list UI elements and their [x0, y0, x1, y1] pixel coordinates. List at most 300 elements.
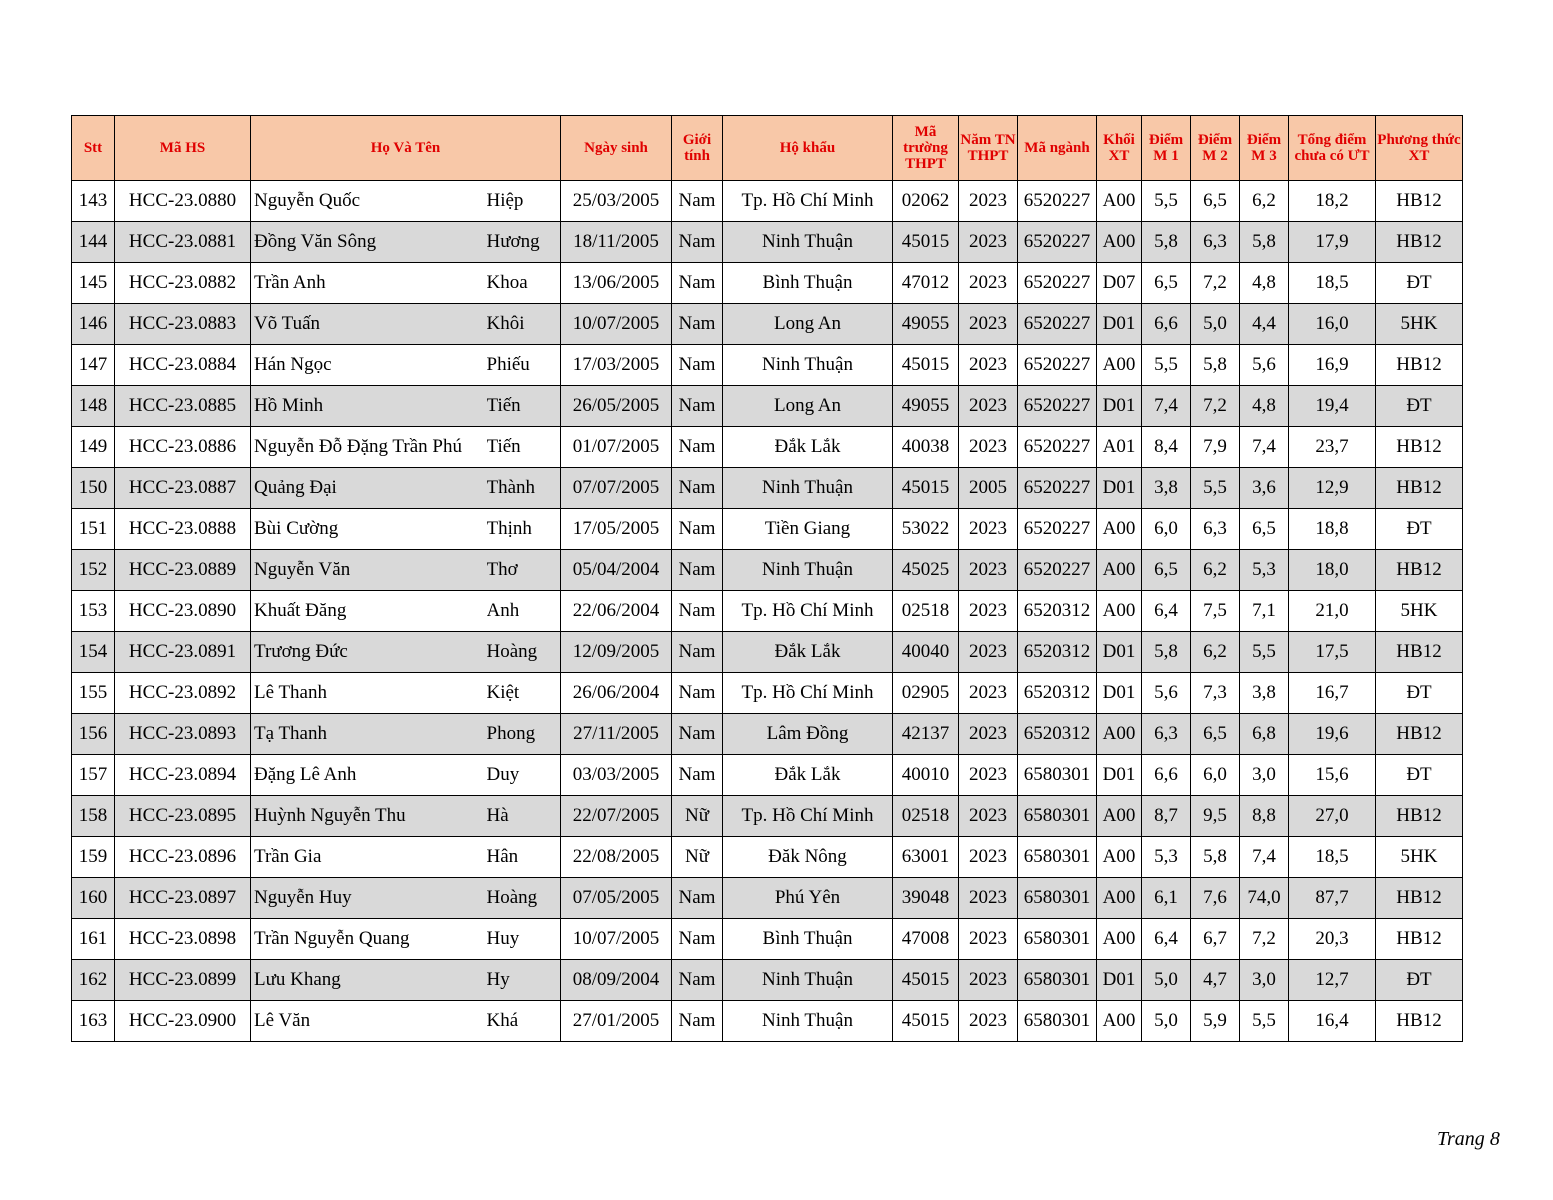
cell-tong-diem: 19,6: [1289, 714, 1376, 755]
cell-diem-m2: 6,5: [1191, 181, 1240, 222]
cell-ten: Khoa: [487, 263, 561, 304]
cell-diem-m1: 8,7: [1142, 796, 1191, 837]
cell-nam-tn: 2023: [959, 222, 1018, 263]
header-ma-truong: Mã trường THPT: [893, 116, 959, 181]
cell-ma-hs: HCC-23.0883: [115, 304, 251, 345]
cell-tong-diem: 17,5: [1289, 632, 1376, 673]
cell-diem-m2: 6,2: [1191, 550, 1240, 591]
cell-ma-truong: 02518: [893, 796, 959, 837]
cell-stt: 150: [72, 468, 115, 509]
cell-ten: Hân: [487, 837, 561, 878]
cell-ho-dem: Hán Ngọc: [251, 345, 487, 386]
cell-ma-hs: HCC-23.0882: [115, 263, 251, 304]
cell-khoi: A00: [1097, 1001, 1142, 1042]
cell-gioi-tinh: Nữ: [672, 837, 723, 878]
table-row: [72, 673, 1463, 714]
cell-diem-m3: 5,8: [1240, 222, 1289, 263]
cell-diem-m2: 6,3: [1191, 509, 1240, 550]
cell-ho-dem: Nguyễn Huy: [251, 878, 487, 919]
page-footer: [1437, 1128, 1500, 1151]
cell-tong-diem: 18,2: [1289, 181, 1376, 222]
cell-diem-m3: 3,6: [1240, 468, 1289, 509]
header-diem-m1: Điểm M 1: [1142, 116, 1191, 181]
cell-phuong-thuc: HB12: [1376, 632, 1463, 673]
cell-ma-hs: HCC-23.0900: [115, 1001, 251, 1042]
cell-ten: Tiến: [487, 427, 561, 468]
cell-tong-diem: 18,0: [1289, 550, 1376, 591]
cell-diem-m3: 3,0: [1240, 960, 1289, 1001]
cell-ngay-sinh: 18/11/2005: [561, 222, 672, 263]
cell-ma-truong: 45015: [893, 468, 959, 509]
cell-diem-m3: 7,4: [1240, 837, 1289, 878]
cell-khoi: D01: [1097, 468, 1142, 509]
header-ma-hs: Mã HS: [115, 116, 251, 181]
cell-ma-nganh: 6520227: [1018, 509, 1097, 550]
cell-nam-tn: 2023: [959, 550, 1018, 591]
cell-diem-m1: 6,5: [1142, 263, 1191, 304]
cell-nam-tn: 2023: [959, 427, 1018, 468]
cell-ma-hs: HCC-23.0887: [115, 468, 251, 509]
cell-stt: 154: [72, 632, 115, 673]
cell-phuong-thuc: HB12: [1376, 878, 1463, 919]
cell-gioi-tinh: Nam: [672, 591, 723, 632]
cell-nam-tn: 2023: [959, 509, 1018, 550]
cell-phuong-thuc: ĐT: [1376, 673, 1463, 714]
cell-phuong-thuc: ĐT: [1376, 509, 1463, 550]
cell-tong-diem: 12,7: [1289, 960, 1376, 1001]
cell-ho-dem: Hồ Minh: [251, 386, 487, 427]
cell-phuong-thuc: HB12: [1376, 222, 1463, 263]
cell-ma-nganh: 6520227: [1018, 427, 1097, 468]
cell-diem-m3: 5,5: [1240, 632, 1289, 673]
cell-diem-m2: 4,7: [1191, 960, 1240, 1001]
cell-ho-khau: Đăk Nông: [723, 837, 893, 878]
header-gioi-tinh: Giới tính: [672, 116, 723, 181]
cell-phuong-thuc: 5HK: [1376, 304, 1463, 345]
cell-phuong-thuc: ĐT: [1376, 386, 1463, 427]
cell-gioi-tinh: Nam: [672, 181, 723, 222]
cell-diem-m1: 5,0: [1142, 1001, 1191, 1042]
cell-ho-khau: Ninh Thuận: [723, 468, 893, 509]
cell-ngay-sinh: 22/07/2005: [561, 796, 672, 837]
cell-ho-khau: Tp. Hồ Chí Minh: [723, 796, 893, 837]
cell-diem-m3: 4,8: [1240, 263, 1289, 304]
cell-ma-hs: HCC-23.0881: [115, 222, 251, 263]
cell-ma-hs: HCC-23.0896: [115, 837, 251, 878]
cell-khoi: D01: [1097, 632, 1142, 673]
cell-khoi: A00: [1097, 509, 1142, 550]
cell-gioi-tinh: Nam: [672, 1001, 723, 1042]
cell-phuong-thuc: HB12: [1376, 796, 1463, 837]
cell-ngay-sinh: 07/07/2005: [561, 468, 672, 509]
cell-diem-m1: 5,8: [1142, 222, 1191, 263]
cell-diem-m2: 7,5: [1191, 591, 1240, 632]
cell-khoi: A00: [1097, 222, 1142, 263]
cell-phuong-thuc: HB12: [1376, 1001, 1463, 1042]
cell-stt: 152: [72, 550, 115, 591]
cell-ma-nganh: 6520227: [1018, 181, 1097, 222]
cell-gioi-tinh: Nam: [672, 304, 723, 345]
cell-diem-m1: 6,3: [1142, 714, 1191, 755]
cell-khoi: A00: [1097, 550, 1142, 591]
cell-ngay-sinh: 17/03/2005: [561, 345, 672, 386]
cell-phuong-thuc: ĐT: [1376, 755, 1463, 796]
cell-ho-dem: Trương Đức: [251, 632, 487, 673]
cell-ho-dem: Lê Văn: [251, 1001, 487, 1042]
cell-ngay-sinh: 01/07/2005: [561, 427, 672, 468]
cell-stt: 161: [72, 919, 115, 960]
cell-ma-truong: 40038: [893, 427, 959, 468]
cell-ma-nganh: 6520312: [1018, 632, 1097, 673]
cell-ngay-sinh: 13/06/2005: [561, 263, 672, 304]
cell-ma-truong: 42137: [893, 714, 959, 755]
cell-tong-diem: 20,3: [1289, 919, 1376, 960]
header-phuong-thuc: Phương thức XT: [1376, 116, 1463, 181]
cell-ho-dem: Nguyễn Quốc: [251, 181, 487, 222]
cell-diem-m2: 6,2: [1191, 632, 1240, 673]
cell-ngay-sinh: 03/03/2005: [561, 755, 672, 796]
cell-stt: 147: [72, 345, 115, 386]
cell-ma-hs: HCC-23.0891: [115, 632, 251, 673]
cell-diem-m2: 7,6: [1191, 878, 1240, 919]
cell-phuong-thuc: HB12: [1376, 181, 1463, 222]
cell-phuong-thuc: HB12: [1376, 550, 1463, 591]
cell-ten: Huy: [487, 919, 561, 960]
cell-nam-tn: 2005: [959, 468, 1018, 509]
cell-gioi-tinh: Nam: [672, 673, 723, 714]
table-row: [72, 591, 1463, 632]
cell-diem-m3: 8,8: [1240, 796, 1289, 837]
cell-diem-m1: 6,6: [1142, 304, 1191, 345]
cell-phuong-thuc: HB12: [1376, 345, 1463, 386]
cell-ten: Khôi: [487, 304, 561, 345]
header-ngay-sinh: Ngày sinh: [561, 116, 672, 181]
cell-stt: 156: [72, 714, 115, 755]
cell-ma-nganh: 6580301: [1018, 755, 1097, 796]
cell-ma-hs: HCC-23.0894: [115, 755, 251, 796]
cell-gioi-tinh: Nam: [672, 386, 723, 427]
cell-ma-truong: 02062: [893, 181, 959, 222]
cell-ngay-sinh: 17/05/2005: [561, 509, 672, 550]
table-row: [72, 386, 1463, 427]
cell-ho-khau: Bình Thuận: [723, 919, 893, 960]
cell-ma-hs: HCC-23.0889: [115, 550, 251, 591]
cell-ho-dem: Trần Anh: [251, 263, 487, 304]
cell-ho-dem: Khuất Đăng: [251, 591, 487, 632]
header-ho-ten: Họ Và Tên: [251, 116, 561, 181]
cell-gioi-tinh: Nam: [672, 632, 723, 673]
cell-ho-dem: Đồng Văn Sông: [251, 222, 487, 263]
cell-khoi: A00: [1097, 837, 1142, 878]
cell-ho-khau: Lâm Đồng: [723, 714, 893, 755]
cell-ma-hs: HCC-23.0886: [115, 427, 251, 468]
cell-stt: 158: [72, 796, 115, 837]
cell-ho-khau: Tp. Hồ Chí Minh: [723, 673, 893, 714]
cell-tong-diem: 21,0: [1289, 591, 1376, 632]
cell-stt: 146: [72, 304, 115, 345]
cell-khoi: D01: [1097, 673, 1142, 714]
cell-gioi-tinh: Nam: [672, 427, 723, 468]
cell-ma-hs: HCC-23.0893: [115, 714, 251, 755]
cell-ma-hs: HCC-23.0898: [115, 919, 251, 960]
table-row: [72, 919, 1463, 960]
cell-stt: 163: [72, 1001, 115, 1042]
header-diem-m3: Điểm M 3: [1240, 116, 1289, 181]
cell-ngay-sinh: 26/06/2004: [561, 673, 672, 714]
cell-ho-dem: Quảng Đại: [251, 468, 487, 509]
cell-ten: Hy: [487, 960, 561, 1001]
page-number: 8: [1489, 1128, 1500, 1150]
cell-tong-diem: 19,4: [1289, 386, 1376, 427]
table-row: [72, 509, 1463, 550]
cell-stt: 148: [72, 386, 115, 427]
cell-stt: 157: [72, 755, 115, 796]
cell-diem-m1: 3,8: [1142, 468, 1191, 509]
cell-diem-m2: 9,5: [1191, 796, 1240, 837]
cell-ten: Thành: [487, 468, 561, 509]
cell-ho-dem: Lê Thanh: [251, 673, 487, 714]
table-body: [72, 181, 1463, 1042]
cell-nam-tn: 2023: [959, 1001, 1018, 1042]
cell-diem-m1: 6,5: [1142, 550, 1191, 591]
cell-gioi-tinh: Nam: [672, 755, 723, 796]
cell-ngay-sinh: 10/07/2005: [561, 919, 672, 960]
cell-nam-tn: 2023: [959, 837, 1018, 878]
cell-ma-nganh: 6520312: [1018, 591, 1097, 632]
cell-diem-m2: 5,5: [1191, 468, 1240, 509]
header-nam-tn: Năm TN THPT: [959, 116, 1018, 181]
cell-ngay-sinh: 10/07/2005: [561, 304, 672, 345]
cell-ho-dem: Tạ Thanh: [251, 714, 487, 755]
cell-tong-diem: 16,4: [1289, 1001, 1376, 1042]
cell-ma-truong: 45015: [893, 222, 959, 263]
cell-ma-nganh: 6520312: [1018, 714, 1097, 755]
cell-ten: Tiến: [487, 386, 561, 427]
cell-gioi-tinh: Nam: [672, 263, 723, 304]
cell-ma-nganh: 6520227: [1018, 263, 1097, 304]
cell-ho-khau: Đắk Lắk: [723, 632, 893, 673]
cell-diem-m1: 7,4: [1142, 386, 1191, 427]
cell-stt: 155: [72, 673, 115, 714]
cell-phuong-thuc: HB12: [1376, 427, 1463, 468]
cell-diem-m3: 7,1: [1240, 591, 1289, 632]
cell-ngay-sinh: 07/05/2005: [561, 878, 672, 919]
cell-ma-truong: 47012: [893, 263, 959, 304]
cell-ma-nganh: 6520312: [1018, 673, 1097, 714]
cell-ma-truong: 39048: [893, 878, 959, 919]
cell-ma-hs: HCC-23.0880: [115, 181, 251, 222]
cell-ma-hs: HCC-23.0888: [115, 509, 251, 550]
table-row: [72, 632, 1463, 673]
cell-gioi-tinh: Nam: [672, 878, 723, 919]
cell-gioi-tinh: Nam: [672, 222, 723, 263]
cell-ma-hs: HCC-23.0892: [115, 673, 251, 714]
table-row: [72, 468, 1463, 509]
cell-phuong-thuc: 5HK: [1376, 591, 1463, 632]
cell-diem-m3: 4,8: [1240, 386, 1289, 427]
cell-gioi-tinh: Nam: [672, 919, 723, 960]
cell-nam-tn: 2023: [959, 755, 1018, 796]
table-row: [72, 181, 1463, 222]
cell-ma-hs: HCC-23.0890: [115, 591, 251, 632]
cell-nam-tn: 2023: [959, 386, 1018, 427]
cell-diem-m2: 6,5: [1191, 714, 1240, 755]
cell-ngay-sinh: 22/06/2004: [561, 591, 672, 632]
cell-khoi: D01: [1097, 304, 1142, 345]
cell-tong-diem: 16,9: [1289, 345, 1376, 386]
cell-khoi: A00: [1097, 919, 1142, 960]
cell-gioi-tinh: Nam: [672, 714, 723, 755]
cell-ten: Hương: [487, 222, 561, 263]
header-ho-khau: Hộ khẩu: [723, 116, 893, 181]
cell-nam-tn: 2023: [959, 878, 1018, 919]
cell-diem-m2: 5,8: [1191, 837, 1240, 878]
header-tong-diem: Tổng điểm chưa có ƯT: [1289, 116, 1376, 181]
cell-nam-tn: 2023: [959, 632, 1018, 673]
cell-diem-m2: 7,3: [1191, 673, 1240, 714]
cell-ten: Hoàng: [487, 632, 561, 673]
cell-stt: 159: [72, 837, 115, 878]
cell-stt: 162: [72, 960, 115, 1001]
cell-ho-khau: Ninh Thuận: [723, 550, 893, 591]
cell-diem-m2: 5,8: [1191, 345, 1240, 386]
cell-ngay-sinh: 27/01/2005: [561, 1001, 672, 1042]
cell-ma-nganh: 6580301: [1018, 796, 1097, 837]
cell-khoi: A00: [1097, 345, 1142, 386]
table-row: [72, 714, 1463, 755]
cell-khoi: A00: [1097, 591, 1142, 632]
cell-khoi: D01: [1097, 755, 1142, 796]
cell-stt: 145: [72, 263, 115, 304]
cell-ho-khau: Tp. Hồ Chí Minh: [723, 181, 893, 222]
cell-ten: Kiệt: [487, 673, 561, 714]
cell-tong-diem: 18,5: [1289, 837, 1376, 878]
cell-ho-dem: Võ Tuấn: [251, 304, 487, 345]
cell-nam-tn: 2023: [959, 181, 1018, 222]
cell-diem-m2: 6,3: [1191, 222, 1240, 263]
table-row: [72, 837, 1463, 878]
cell-khoi: A01: [1097, 427, 1142, 468]
cell-diem-m2: 6,7: [1191, 919, 1240, 960]
cell-ho-khau: Đắk Lắk: [723, 755, 893, 796]
cell-diem-m1: 5,3: [1142, 837, 1191, 878]
cell-ho-dem: Đặng Lê Anh: [251, 755, 487, 796]
cell-tong-diem: 23,7: [1289, 427, 1376, 468]
cell-ho-khau: Tp. Hồ Chí Minh: [723, 591, 893, 632]
cell-ho-khau: Long An: [723, 304, 893, 345]
header-diem-m2: Điểm M 2: [1191, 116, 1240, 181]
student-table-container: [71, 115, 1463, 1042]
cell-diem-m1: 6,1: [1142, 878, 1191, 919]
cell-nam-tn: 2023: [959, 714, 1018, 755]
header-ma-nganh: Mã ngành: [1018, 116, 1097, 181]
cell-diem-m3: 5,5: [1240, 1001, 1289, 1042]
cell-stt: 144: [72, 222, 115, 263]
cell-ma-nganh: 6580301: [1018, 919, 1097, 960]
cell-ho-khau: Ninh Thuận: [723, 222, 893, 263]
cell-phuong-thuc: HB12: [1376, 919, 1463, 960]
cell-ho-khau: Tiền Giang: [723, 509, 893, 550]
cell-ma-truong: 45015: [893, 1001, 959, 1042]
student-table: [71, 115, 1463, 1042]
cell-diem-m3: 6,2: [1240, 181, 1289, 222]
cell-diem-m1: 5,5: [1142, 345, 1191, 386]
cell-diem-m2: 7,2: [1191, 386, 1240, 427]
cell-ngay-sinh: 26/05/2005: [561, 386, 672, 427]
cell-ngay-sinh: 25/03/2005: [561, 181, 672, 222]
table-row: [72, 304, 1463, 345]
cell-diem-m3: 4,4: [1240, 304, 1289, 345]
cell-stt: 153: [72, 591, 115, 632]
cell-nam-tn: 2023: [959, 919, 1018, 960]
cell-ho-khau: Ninh Thuận: [723, 345, 893, 386]
cell-diem-m1: 5,8: [1142, 632, 1191, 673]
cell-diem-m3: 5,3: [1240, 550, 1289, 591]
cell-ma-truong: 45015: [893, 960, 959, 1001]
table-row: [72, 1001, 1463, 1042]
cell-ma-truong: 63001: [893, 837, 959, 878]
cell-gioi-tinh: Nam: [672, 960, 723, 1001]
cell-ma-nganh: 6520227: [1018, 222, 1097, 263]
cell-diem-m3: 3,8: [1240, 673, 1289, 714]
cell-ma-hs: HCC-23.0899: [115, 960, 251, 1001]
cell-phuong-thuc: ĐT: [1376, 263, 1463, 304]
cell-ma-nganh: 6520227: [1018, 550, 1097, 591]
cell-ho-dem: Bùi Cường: [251, 509, 487, 550]
cell-ma-nganh: 6580301: [1018, 1001, 1097, 1042]
cell-phuong-thuc: 5HK: [1376, 837, 1463, 878]
cell-ma-nganh: 6520227: [1018, 386, 1097, 427]
cell-tong-diem: 16,7: [1289, 673, 1376, 714]
cell-gioi-tinh: Nam: [672, 468, 723, 509]
cell-ngay-sinh: 05/04/2004: [561, 550, 672, 591]
cell-gioi-tinh: Nam: [672, 550, 723, 591]
header-stt: Stt: [72, 116, 115, 181]
cell-khoi: A00: [1097, 796, 1142, 837]
cell-khoi: A00: [1097, 714, 1142, 755]
cell-khoi: D01: [1097, 386, 1142, 427]
cell-diem-m1: 6,6: [1142, 755, 1191, 796]
table-row: [72, 427, 1463, 468]
cell-ho-khau: Ninh Thuận: [723, 1001, 893, 1042]
cell-ten: Phiếu: [487, 345, 561, 386]
cell-tong-diem: 18,8: [1289, 509, 1376, 550]
cell-ten: Anh: [487, 591, 561, 632]
cell-ho-dem: Lưu Khang: [251, 960, 487, 1001]
cell-nam-tn: 2023: [959, 345, 1018, 386]
table-row: [72, 345, 1463, 386]
page-label: Trang: [1437, 1128, 1485, 1150]
cell-tong-diem: 16,0: [1289, 304, 1376, 345]
cell-tong-diem: 18,5: [1289, 263, 1376, 304]
cell-khoi: D07: [1097, 263, 1142, 304]
cell-stt: 160: [72, 878, 115, 919]
cell-gioi-tinh: Nữ: [672, 796, 723, 837]
cell-nam-tn: 2023: [959, 304, 1018, 345]
cell-diem-m3: 3,0: [1240, 755, 1289, 796]
cell-ma-hs: HCC-23.0885: [115, 386, 251, 427]
cell-ho-khau: Ninh Thuận: [723, 960, 893, 1001]
cell-tong-diem: 87,7: [1289, 878, 1376, 919]
cell-khoi: D01: [1097, 960, 1142, 1001]
cell-ma-truong: 02905: [893, 673, 959, 714]
cell-ho-dem: Nguyễn Đỗ Đặng Trần Phú: [251, 427, 487, 468]
cell-diem-m3: 7,4: [1240, 427, 1289, 468]
cell-diem-m2: 5,9: [1191, 1001, 1240, 1042]
cell-stt: 149: [72, 427, 115, 468]
cell-ma-truong: 49055: [893, 386, 959, 427]
cell-ten: Phong: [487, 714, 561, 755]
